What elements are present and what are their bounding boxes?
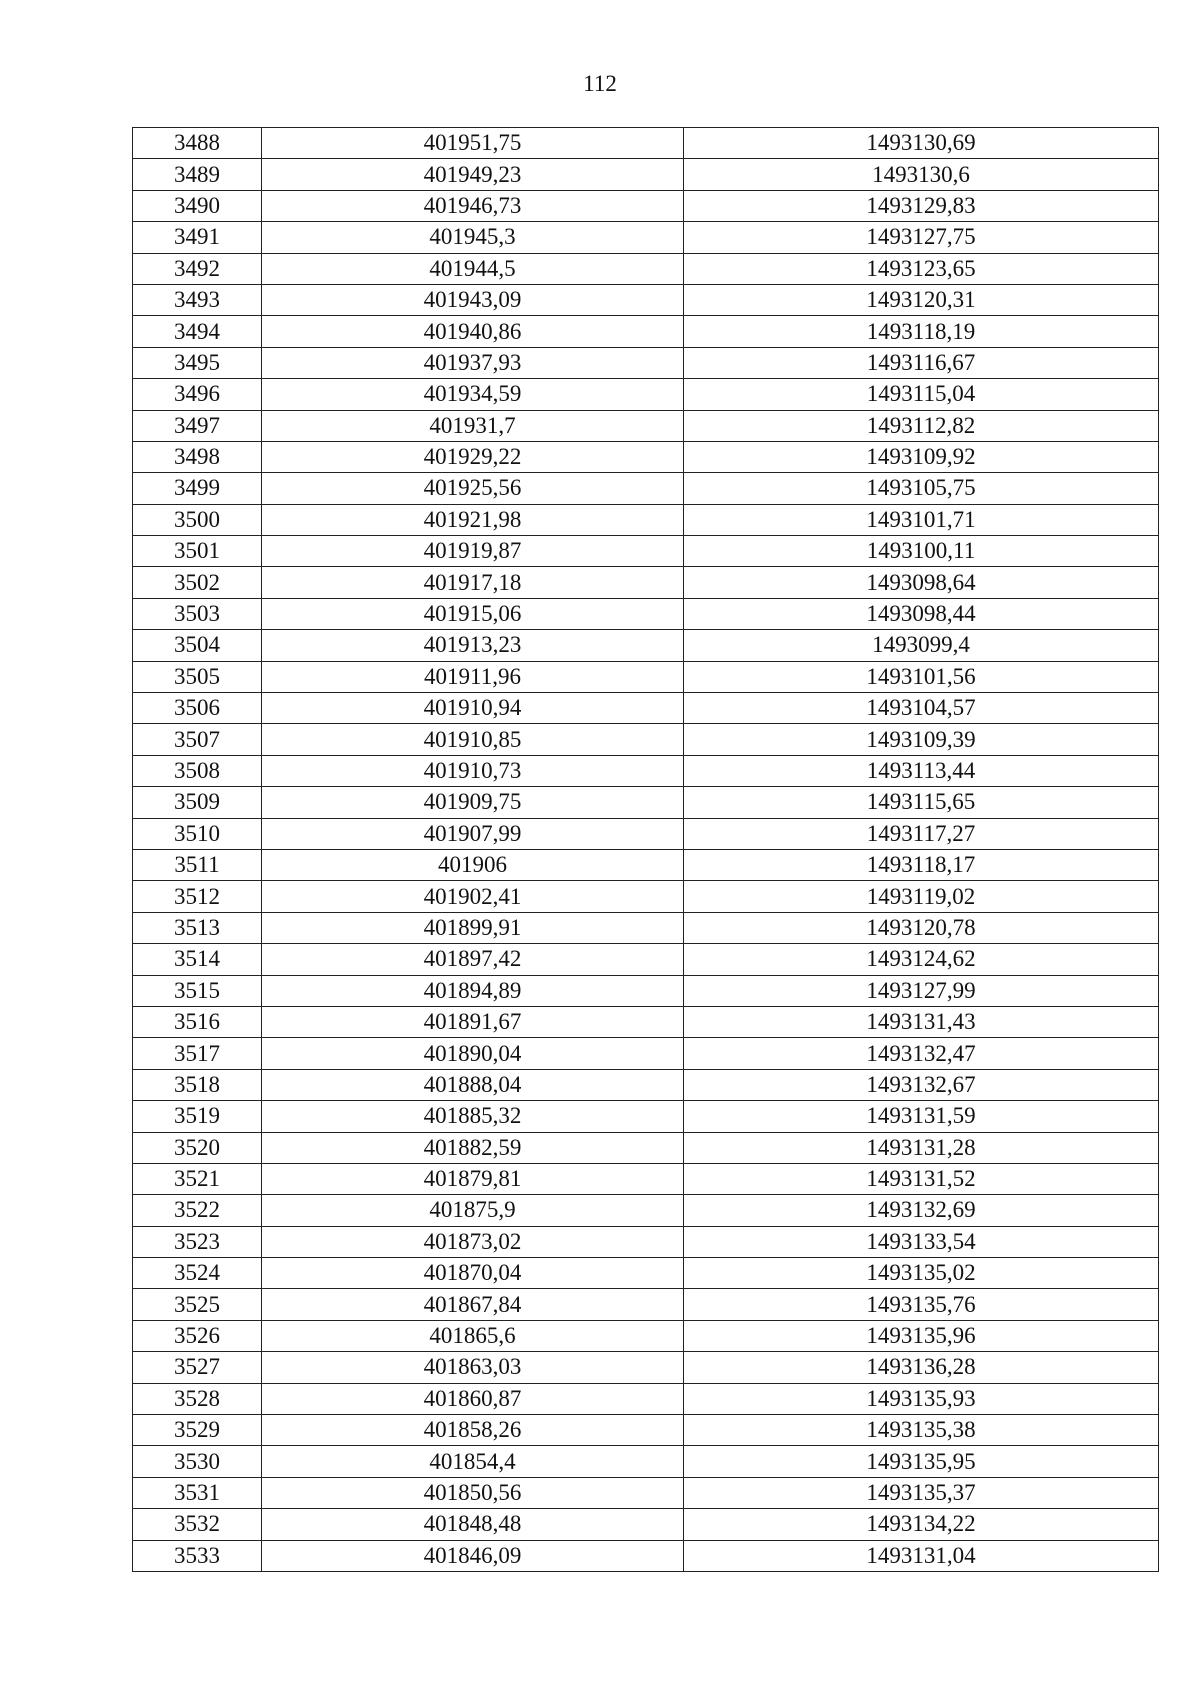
y-coordinate-cell: 1493131,43 xyxy=(684,1006,1159,1037)
point-number-cell: 3488 xyxy=(133,128,262,159)
point-number-cell: 3502 xyxy=(133,567,262,598)
point-number-cell: 3504 xyxy=(133,630,262,661)
point-number-cell: 3515 xyxy=(133,975,262,1006)
x-coordinate-cell: 401910,94 xyxy=(262,693,684,724)
point-number-cell: 3521 xyxy=(133,1163,262,1194)
x-coordinate-cell: 401915,06 xyxy=(262,598,684,629)
x-coordinate-cell: 401907,99 xyxy=(262,818,684,849)
y-coordinate-cell: 1493131,28 xyxy=(684,1132,1159,1163)
table-row xyxy=(133,598,1159,629)
x-coordinate-cell: 401902,41 xyxy=(262,881,684,912)
x-coordinate-cell: 401919,87 xyxy=(262,536,684,567)
table-row xyxy=(133,1477,1159,1508)
x-coordinate-cell: 401875,9 xyxy=(262,1195,684,1226)
point-number-cell: 3526 xyxy=(133,1320,262,1351)
y-coordinate-cell: 1493119,02 xyxy=(684,881,1159,912)
point-number-cell: 3516 xyxy=(133,1006,262,1037)
y-coordinate-cell: 1493101,56 xyxy=(684,661,1159,692)
point-number-cell: 3501 xyxy=(133,536,262,567)
point-number-cell: 3509 xyxy=(133,787,262,818)
point-number-cell: 3508 xyxy=(133,755,262,786)
point-number-cell: 3513 xyxy=(133,912,262,943)
x-coordinate-cell: 401865,6 xyxy=(262,1320,684,1351)
table-row xyxy=(133,1038,1159,1069)
x-coordinate-cell: 401909,75 xyxy=(262,787,684,818)
point-number-cell: 3514 xyxy=(133,944,262,975)
table-row xyxy=(133,1446,1159,1477)
table-row xyxy=(133,693,1159,724)
table-row xyxy=(133,128,1159,159)
y-coordinate-cell: 1493131,59 xyxy=(684,1101,1159,1132)
x-coordinate-cell: 401921,98 xyxy=(262,504,684,535)
table-row xyxy=(133,1352,1159,1383)
x-coordinate-cell: 401937,93 xyxy=(262,347,684,378)
point-number-cell: 3490 xyxy=(133,190,262,221)
table-row xyxy=(133,379,1159,410)
x-coordinate-cell: 401911,96 xyxy=(262,661,684,692)
x-coordinate-cell: 401940,86 xyxy=(262,316,684,347)
y-coordinate-cell: 1493129,83 xyxy=(684,190,1159,221)
point-number-cell: 3506 xyxy=(133,693,262,724)
point-number-cell: 3497 xyxy=(133,410,262,441)
point-number-cell: 3529 xyxy=(133,1415,262,1446)
x-coordinate-cell: 401891,67 xyxy=(262,1006,684,1037)
y-coordinate-cell: 1493130,69 xyxy=(684,128,1159,159)
y-coordinate-cell: 1493133,54 xyxy=(684,1226,1159,1257)
y-coordinate-cell: 1493118,19 xyxy=(684,316,1159,347)
table-row xyxy=(133,159,1159,190)
x-coordinate-cell: 401846,09 xyxy=(262,1540,684,1571)
y-coordinate-cell: 1493109,39 xyxy=(684,724,1159,755)
point-number-cell: 3493 xyxy=(133,284,262,315)
y-coordinate-cell: 1493116,67 xyxy=(684,347,1159,378)
y-coordinate-cell: 1493100,11 xyxy=(684,536,1159,567)
y-coordinate-cell: 1493134,22 xyxy=(684,1509,1159,1540)
x-coordinate-cell: 401917,18 xyxy=(262,567,684,598)
table-row xyxy=(133,1226,1159,1257)
point-number-cell: 3511 xyxy=(133,849,262,880)
y-coordinate-cell: 1493132,67 xyxy=(684,1069,1159,1100)
point-number-cell: 3531 xyxy=(133,1477,262,1508)
x-coordinate-cell: 401925,56 xyxy=(262,473,684,504)
point-number-cell: 3507 xyxy=(133,724,262,755)
y-coordinate-cell: 1493135,02 xyxy=(684,1258,1159,1289)
point-number-cell: 3495 xyxy=(133,347,262,378)
y-coordinate-cell: 1493136,28 xyxy=(684,1352,1159,1383)
y-coordinate-cell: 1493135,37 xyxy=(684,1477,1159,1508)
x-coordinate-cell: 401858,26 xyxy=(262,1415,684,1446)
point-number-cell: 3533 xyxy=(133,1540,262,1571)
coordinates-table-body xyxy=(133,128,1159,1572)
y-coordinate-cell: 1493118,17 xyxy=(684,849,1159,880)
y-coordinate-cell: 1493123,65 xyxy=(684,253,1159,284)
x-coordinate-cell: 401949,23 xyxy=(262,159,684,190)
point-number-cell: 3496 xyxy=(133,379,262,410)
x-coordinate-cell: 401873,02 xyxy=(262,1226,684,1257)
y-coordinate-cell: 1493135,93 xyxy=(684,1383,1159,1414)
point-number-cell: 3528 xyxy=(133,1383,262,1414)
x-coordinate-cell: 401890,04 xyxy=(262,1038,684,1069)
point-number-cell: 3510 xyxy=(133,818,262,849)
point-number-cell: 3517 xyxy=(133,1038,262,1069)
point-number-cell: 3492 xyxy=(133,253,262,284)
table-row xyxy=(133,1006,1159,1037)
y-coordinate-cell: 1493117,27 xyxy=(684,818,1159,849)
table-row xyxy=(133,755,1159,786)
table-row xyxy=(133,473,1159,504)
x-coordinate-cell: 401867,84 xyxy=(262,1289,684,1320)
table-row xyxy=(133,1101,1159,1132)
point-number-cell: 3499 xyxy=(133,473,262,504)
x-coordinate-cell: 401879,81 xyxy=(262,1163,684,1194)
point-number-cell: 3527 xyxy=(133,1352,262,1383)
table-row xyxy=(133,347,1159,378)
table-row xyxy=(133,284,1159,315)
table-row xyxy=(133,1509,1159,1540)
x-coordinate-cell: 401897,42 xyxy=(262,944,684,975)
x-coordinate-cell: 401888,04 xyxy=(262,1069,684,1100)
y-coordinate-cell: 1493127,75 xyxy=(684,222,1159,253)
point-number-cell: 3494 xyxy=(133,316,262,347)
x-coordinate-cell: 401910,73 xyxy=(262,755,684,786)
table-row xyxy=(133,1132,1159,1163)
x-coordinate-cell: 401882,59 xyxy=(262,1132,684,1163)
table-row xyxy=(133,661,1159,692)
page-number: 112 xyxy=(583,71,617,96)
x-coordinate-cell: 401854,4 xyxy=(262,1446,684,1477)
table-row xyxy=(133,253,1159,284)
y-coordinate-cell: 1493130,6 xyxy=(684,159,1159,190)
x-coordinate-cell: 401943,09 xyxy=(262,284,684,315)
y-coordinate-cell: 1493109,92 xyxy=(684,441,1159,472)
point-number-cell: 3518 xyxy=(133,1069,262,1100)
point-number-cell: 3498 xyxy=(133,441,262,472)
x-coordinate-cell: 401899,91 xyxy=(262,912,684,943)
table-row xyxy=(133,818,1159,849)
y-coordinate-cell: 1493131,04 xyxy=(684,1540,1159,1571)
y-coordinate-cell: 1493115,04 xyxy=(684,379,1159,410)
y-coordinate-cell: 1493098,44 xyxy=(684,598,1159,629)
x-coordinate-cell: 401944,5 xyxy=(262,253,684,284)
table-row xyxy=(133,1289,1159,1320)
x-coordinate-cell: 401913,23 xyxy=(262,630,684,661)
y-coordinate-cell: 1493098,64 xyxy=(684,567,1159,598)
table-row xyxy=(133,975,1159,1006)
y-coordinate-cell: 1493135,38 xyxy=(684,1415,1159,1446)
y-coordinate-cell: 1493124,62 xyxy=(684,944,1159,975)
y-coordinate-cell: 1493132,47 xyxy=(684,1038,1159,1069)
table-row xyxy=(133,912,1159,943)
table-row xyxy=(133,1320,1159,1351)
point-number-cell: 3489 xyxy=(133,159,262,190)
y-coordinate-cell: 1493120,31 xyxy=(684,284,1159,315)
x-coordinate-cell: 401946,73 xyxy=(262,190,684,221)
point-number-cell: 3491 xyxy=(133,222,262,253)
y-coordinate-cell: 1493120,78 xyxy=(684,912,1159,943)
x-coordinate-cell: 401870,04 xyxy=(262,1258,684,1289)
coordinates-table xyxy=(132,127,1159,1572)
x-coordinate-cell: 401860,87 xyxy=(262,1383,684,1414)
table-row xyxy=(133,190,1159,221)
point-number-cell: 3525 xyxy=(133,1289,262,1320)
x-coordinate-cell: 401885,32 xyxy=(262,1101,684,1132)
table-row xyxy=(133,1195,1159,1226)
table-row xyxy=(133,536,1159,567)
table-row xyxy=(133,1258,1159,1289)
x-coordinate-cell: 401945,3 xyxy=(262,222,684,253)
table-row xyxy=(133,410,1159,441)
y-coordinate-cell: 1493127,99 xyxy=(684,975,1159,1006)
table-row xyxy=(133,849,1159,880)
table-row xyxy=(133,1383,1159,1414)
y-coordinate-cell: 1493131,52 xyxy=(684,1163,1159,1194)
point-number-cell: 3500 xyxy=(133,504,262,535)
table-row xyxy=(133,316,1159,347)
x-coordinate-cell: 401906 xyxy=(262,849,684,880)
point-number-cell: 3519 xyxy=(133,1101,262,1132)
point-number-cell: 3522 xyxy=(133,1195,262,1226)
x-coordinate-cell: 401863,03 xyxy=(262,1352,684,1383)
y-coordinate-cell: 1493113,44 xyxy=(684,755,1159,786)
x-coordinate-cell: 401951,75 xyxy=(262,128,684,159)
y-coordinate-cell: 1493099,4 xyxy=(684,630,1159,661)
x-coordinate-cell: 401931,7 xyxy=(262,410,684,441)
x-coordinate-cell: 401848,48 xyxy=(262,1509,684,1540)
y-coordinate-cell: 1493135,95 xyxy=(684,1446,1159,1477)
y-coordinate-cell: 1493135,96 xyxy=(684,1320,1159,1351)
y-coordinate-cell: 1493132,69 xyxy=(684,1195,1159,1226)
x-coordinate-cell: 401934,59 xyxy=(262,379,684,410)
point-number-cell: 3524 xyxy=(133,1258,262,1289)
y-coordinate-cell: 1493104,57 xyxy=(684,693,1159,724)
y-coordinate-cell: 1493115,65 xyxy=(684,787,1159,818)
point-number-cell: 3503 xyxy=(133,598,262,629)
point-number-cell: 3505 xyxy=(133,661,262,692)
table-row xyxy=(133,1540,1159,1571)
point-number-cell: 3512 xyxy=(133,881,262,912)
x-coordinate-cell: 401850,56 xyxy=(262,1477,684,1508)
table-row xyxy=(133,567,1159,598)
point-number-cell: 3520 xyxy=(133,1132,262,1163)
y-coordinate-cell: 1493105,75 xyxy=(684,473,1159,504)
y-coordinate-cell: 1493101,71 xyxy=(684,504,1159,535)
y-coordinate-cell: 1493112,82 xyxy=(684,410,1159,441)
table-row xyxy=(133,787,1159,818)
point-number-cell: 3523 xyxy=(133,1226,262,1257)
point-number-cell: 3530 xyxy=(133,1446,262,1477)
x-coordinate-cell: 401929,22 xyxy=(262,441,684,472)
table-row xyxy=(133,222,1159,253)
table-row xyxy=(133,724,1159,755)
table-row xyxy=(133,441,1159,472)
table-row xyxy=(133,504,1159,535)
table-row xyxy=(133,1069,1159,1100)
x-coordinate-cell: 401894,89 xyxy=(262,975,684,1006)
table-row xyxy=(133,881,1159,912)
table-row xyxy=(133,1415,1159,1446)
point-number-cell: 3532 xyxy=(133,1509,262,1540)
table-row xyxy=(133,944,1159,975)
table-row xyxy=(133,1163,1159,1194)
y-coordinate-cell: 1493135,76 xyxy=(684,1289,1159,1320)
x-coordinate-cell: 401910,85 xyxy=(262,724,684,755)
table-row xyxy=(133,630,1159,661)
